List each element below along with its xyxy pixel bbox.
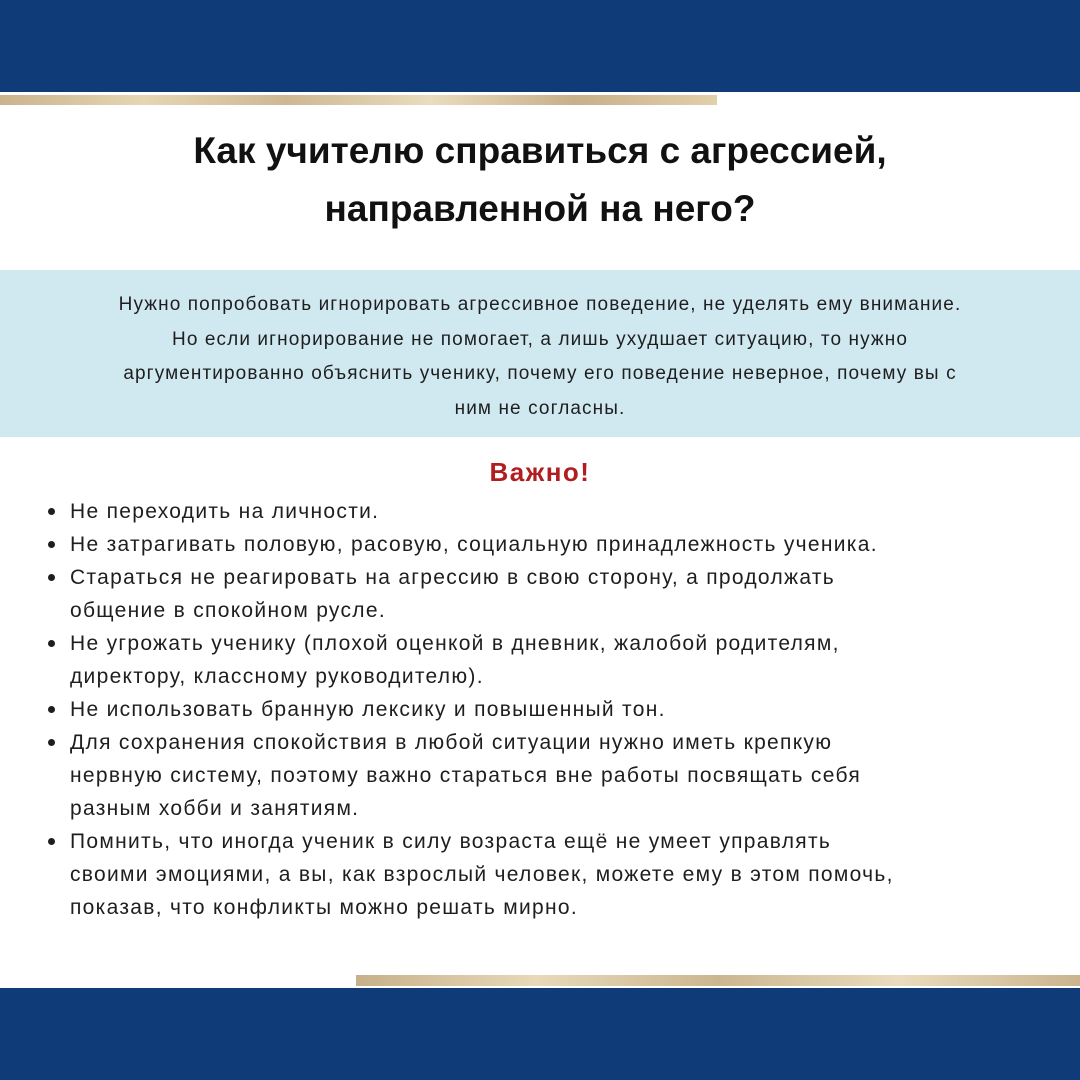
list-item <box>70 495 1070 528</box>
bottom-band <box>0 988 1080 1080</box>
list-item <box>70 825 1070 924</box>
bullet-list <box>70 495 1070 924</box>
intro-line: ним не согласны. <box>454 397 626 419</box>
list-item <box>70 627 1070 693</box>
top-band <box>0 0 1080 92</box>
bullet-line: Не затрагивать половую, расовую, социальную принадлежность ученика. <box>70 533 878 556</box>
bullet-dot <box>48 541 55 548</box>
bullet-line: своими эмоциями, а вы, как взрослый человек, можете ему в этом помочь, <box>70 863 894 886</box>
bullet-dot <box>48 508 55 515</box>
list-item <box>70 693 1070 726</box>
bullet-line: Помнить, что иногда ученик в силу возраста ещё не умеет управлять <box>70 830 832 853</box>
page-title <box>0 122 1080 238</box>
bullet-line: Стараться не реагировать на агрессию в свою сторону, а продолжать <box>70 566 836 589</box>
title-line-1: Как учителю справиться с агрессией, <box>193 130 887 171</box>
intro-line: Но если игнорирование не помогает, а лишь ухудшает ситуацию, то нужно <box>172 328 908 350</box>
bullet-dot <box>48 706 55 713</box>
important-heading: Важно! <box>489 457 591 487</box>
intro-line: аргументированно объяснить ученику, почему его поведение неверное, почему вы с <box>123 363 957 384</box>
bullet-dot <box>48 574 55 581</box>
bullet-line: Не переходить на личности. <box>70 500 380 523</box>
bullet-line: разным хобби и занятиям. <box>70 797 360 820</box>
title-line-2: направленной на него? <box>324 188 756 229</box>
intro-box <box>0 270 1080 437</box>
intro-line: Нужно попробовать игнорировать агрессивное поведение, не уделять ему внимание. <box>118 294 962 315</box>
bullet-dot <box>48 640 55 647</box>
bullet-line: Не использовать бранную лексику и повышенный тон. <box>70 698 666 721</box>
list-item <box>70 561 1070 627</box>
intro-text <box>20 288 1060 426</box>
bullet-line: общение в спокойном русле. <box>70 599 386 622</box>
list-item <box>70 726 1070 825</box>
gold-strip-top <box>0 95 717 105</box>
bullet-dot <box>48 838 55 845</box>
bullet-line: директору, классному руководителю). <box>70 665 484 688</box>
bullet-line: нервную систему, поэтому важно стараться вне работы посвящать себя <box>70 764 862 787</box>
bullet-line: Для сохранения спокойствия в любой ситуации нужно иметь крепкую <box>70 731 833 754</box>
bullet-line: Не угрожать ученику (плохой оценкой в дневник, жалобой родителям, <box>70 632 840 655</box>
gold-strip-bottom <box>356 975 1080 986</box>
list-item <box>70 528 1070 561</box>
bullet-line: показав, что конфликты можно решать мирно. <box>70 896 578 919</box>
bullet-dot <box>48 739 55 746</box>
